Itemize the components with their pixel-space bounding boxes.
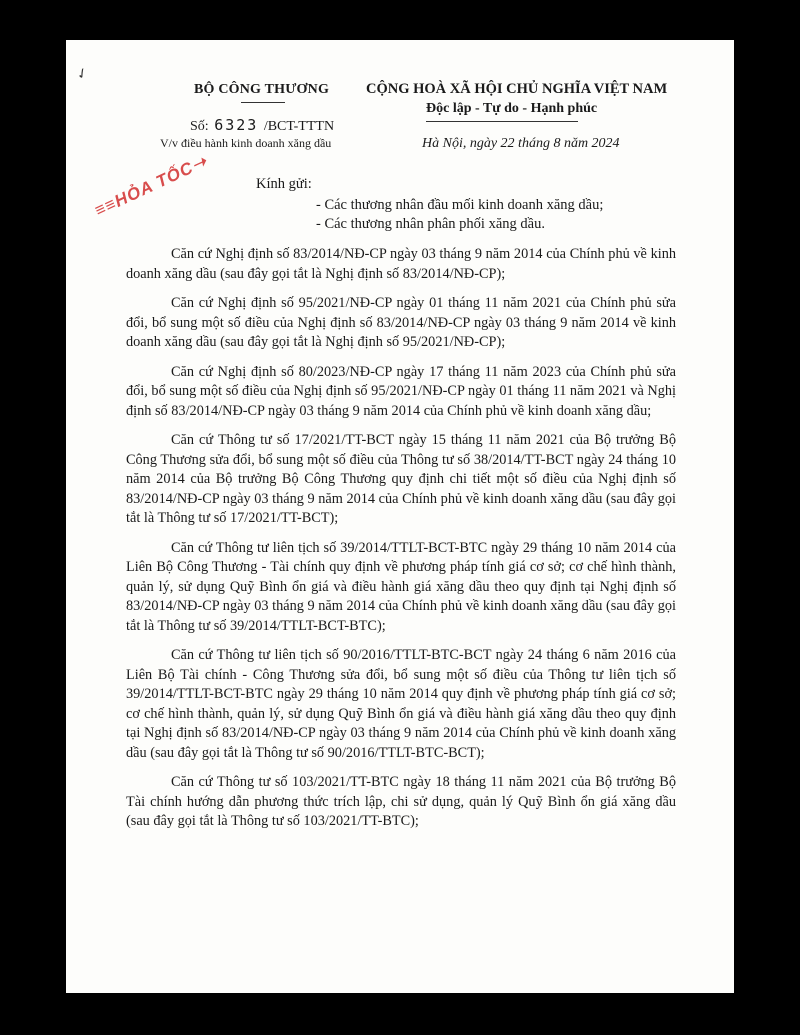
document-number-prefix: Số:	[190, 119, 209, 134]
document-body	[126, 245, 676, 842]
recipient-list	[316, 196, 603, 234]
urgent-stamp-lines-icon: ≡≡	[91, 193, 120, 221]
legal-basis-paragraph: Căn cứ Nghị định số 95/2021/NĐ-CP ngày 01 tháng 11 năm 2021 của Chính phủ sửa đổi, bổ sung một số điều của Nghị định số 83/2014/NĐ-CP ngày 03 tháng 9 năm 2014 về kinh doanh xăng dầu (sau đây gọi tắt là Nghị định số 95/2021/NĐ-CP);	[126, 295, 676, 350]
legal-basis-paragraph: Căn cứ Thông tư số 103/2021/TT-BTC ngày 18 tháng 11 năm 2021 của Bộ trưởng Bộ Tài chính hướng dẫn phương thức trích lập, chi sử dụng, quản lý Quỹ Bình ổn giá xăng dầu (sau đây gọi tắt là Thông tư số 103/2021/TT-BTC);	[126, 774, 676, 829]
legal-basis-paragraph: Căn cứ Nghị định số 80/2023/NĐ-CP ngày 17 tháng 11 năm 2023 của Chính phủ sửa đổi, bổ sung một số điều của Nghị định số 95/2021/NĐ-CP ngày 01 tháng 11 năm 2021 và Nghị định số 83/2014/NĐ-CP ngày 03 tháng 9 năm 2014 của Chính phủ về kinh doanh xăng dầu;	[126, 363, 676, 419]
place-and-date: Hà Nội, ngày 22 tháng 8 năm 2024	[422, 136, 620, 151]
urgent-stamp	[92, 151, 211, 221]
legal-basis-paragraph: Căn cứ Thông tư liên tịch số 90/2016/TTLT-BTC-BCT ngày 24 tháng 6 năm 2016 của Liên Bộ Tài chính - Công Thương sửa đổi, bổ sung một số điều của Thông tư liên tịch số 39/2014/TTLT-BCT-BTC ngày 29 tháng 10 năm 2014 quy định về phương pháp tính giá cơ sở; cơ chế hình thành, quản lý, sử dụng Quỹ Bình ổn giá và điều hành giá xăng dầu theo quy định tại Nghị định số 83/2014/NĐ-CP ngày 03 tháng 9 năm 2014 của Chính phủ về kinh doanh xăng dầu (sau đây gọi tắt là Thông tư số 90/2016/TTLT-BTC-BCT);	[126, 647, 676, 761]
recipient-item: - Các thương nhân phân phối xăng dầu.	[316, 216, 545, 232]
legal-basis-paragraph: Căn cứ Thông tư liên tịch số 39/2014/TTLT-BCT-BTC ngày 29 tháng 10 năm 2014 của Liên Bộ Công Thương - Tài chính quy định về phương pháp tính giá cơ sở; cơ chế hình thành, quản lý, sử dụng Quỹ Bình ổn giá và điều hành giá xăng dầu theo quy định tại Nghị định số 83/2014/NĐ-CP ngày 03 tháng 9 năm 2014 của Chính phủ về kinh doanh xăng dầu (sau đây gọi tắt là Thông tư số 39/2014/TTLT-BCT-BTC);	[126, 539, 676, 634]
document-page	[66, 40, 734, 993]
ministry-underline	[241, 102, 285, 103]
document-number	[190, 116, 334, 135]
ministry-name: BỘ CÔNG THƯƠNG	[194, 82, 330, 97]
addressee-label: Kính gửi:	[256, 176, 312, 192]
urgent-stamp-text: HỎA TỐC	[111, 157, 197, 211]
document-subject: V/v điều hành kinh doanh xăng dầu	[160, 136, 332, 150]
document-number-value: 6323	[214, 116, 259, 134]
national-title: CỘNG HOÀ XÃ HỘI CHỦ NGHĨA VIỆT NAM	[366, 81, 668, 97]
legal-basis-paragraph: Căn cứ Thông tư số 17/2021/TT-BCT ngày 15 tháng 11 năm 2021 của Bộ trưởng Bộ Công Thương sửa đổi, bổ sung một số điều của Thông tư số 38/2014/TT-BCT ngày 24 tháng 10 năm 2014 của Bộ trưởng Bộ Công Thương quy định chi tiết một số điều của Nghị định số 83/2014/NĐ-CP ngày 03 tháng 9 năm 2014 của Chính phủ về kinh doanh xăng dầu (sau đây gọi tắt là Thông tư số 17/2021/TT-BCT);	[126, 432, 676, 526]
pen-mark: ✓	[74, 65, 92, 84]
recipient-item: - Các thương nhân đầu mối kinh doanh xăng dầu;	[316, 197, 604, 213]
document-number-suffix: /BCT-TTTN	[263, 119, 335, 134]
legal-basis-paragraph: Căn cứ Nghị định số 83/2014/NĐ-CP ngày 03 tháng 9 năm 2014 của Chính phủ về kinh doanh xăng dầu (sau đây gọi tắt là Nghị định số 83/2014/NĐ-CP);	[126, 246, 676, 282]
national-motto: Độc lập - Tự do - Hạnh phúc	[426, 101, 598, 116]
motto-underline	[426, 121, 578, 122]
urgent-stamp-arrow-icon: ➝	[188, 151, 211, 176]
